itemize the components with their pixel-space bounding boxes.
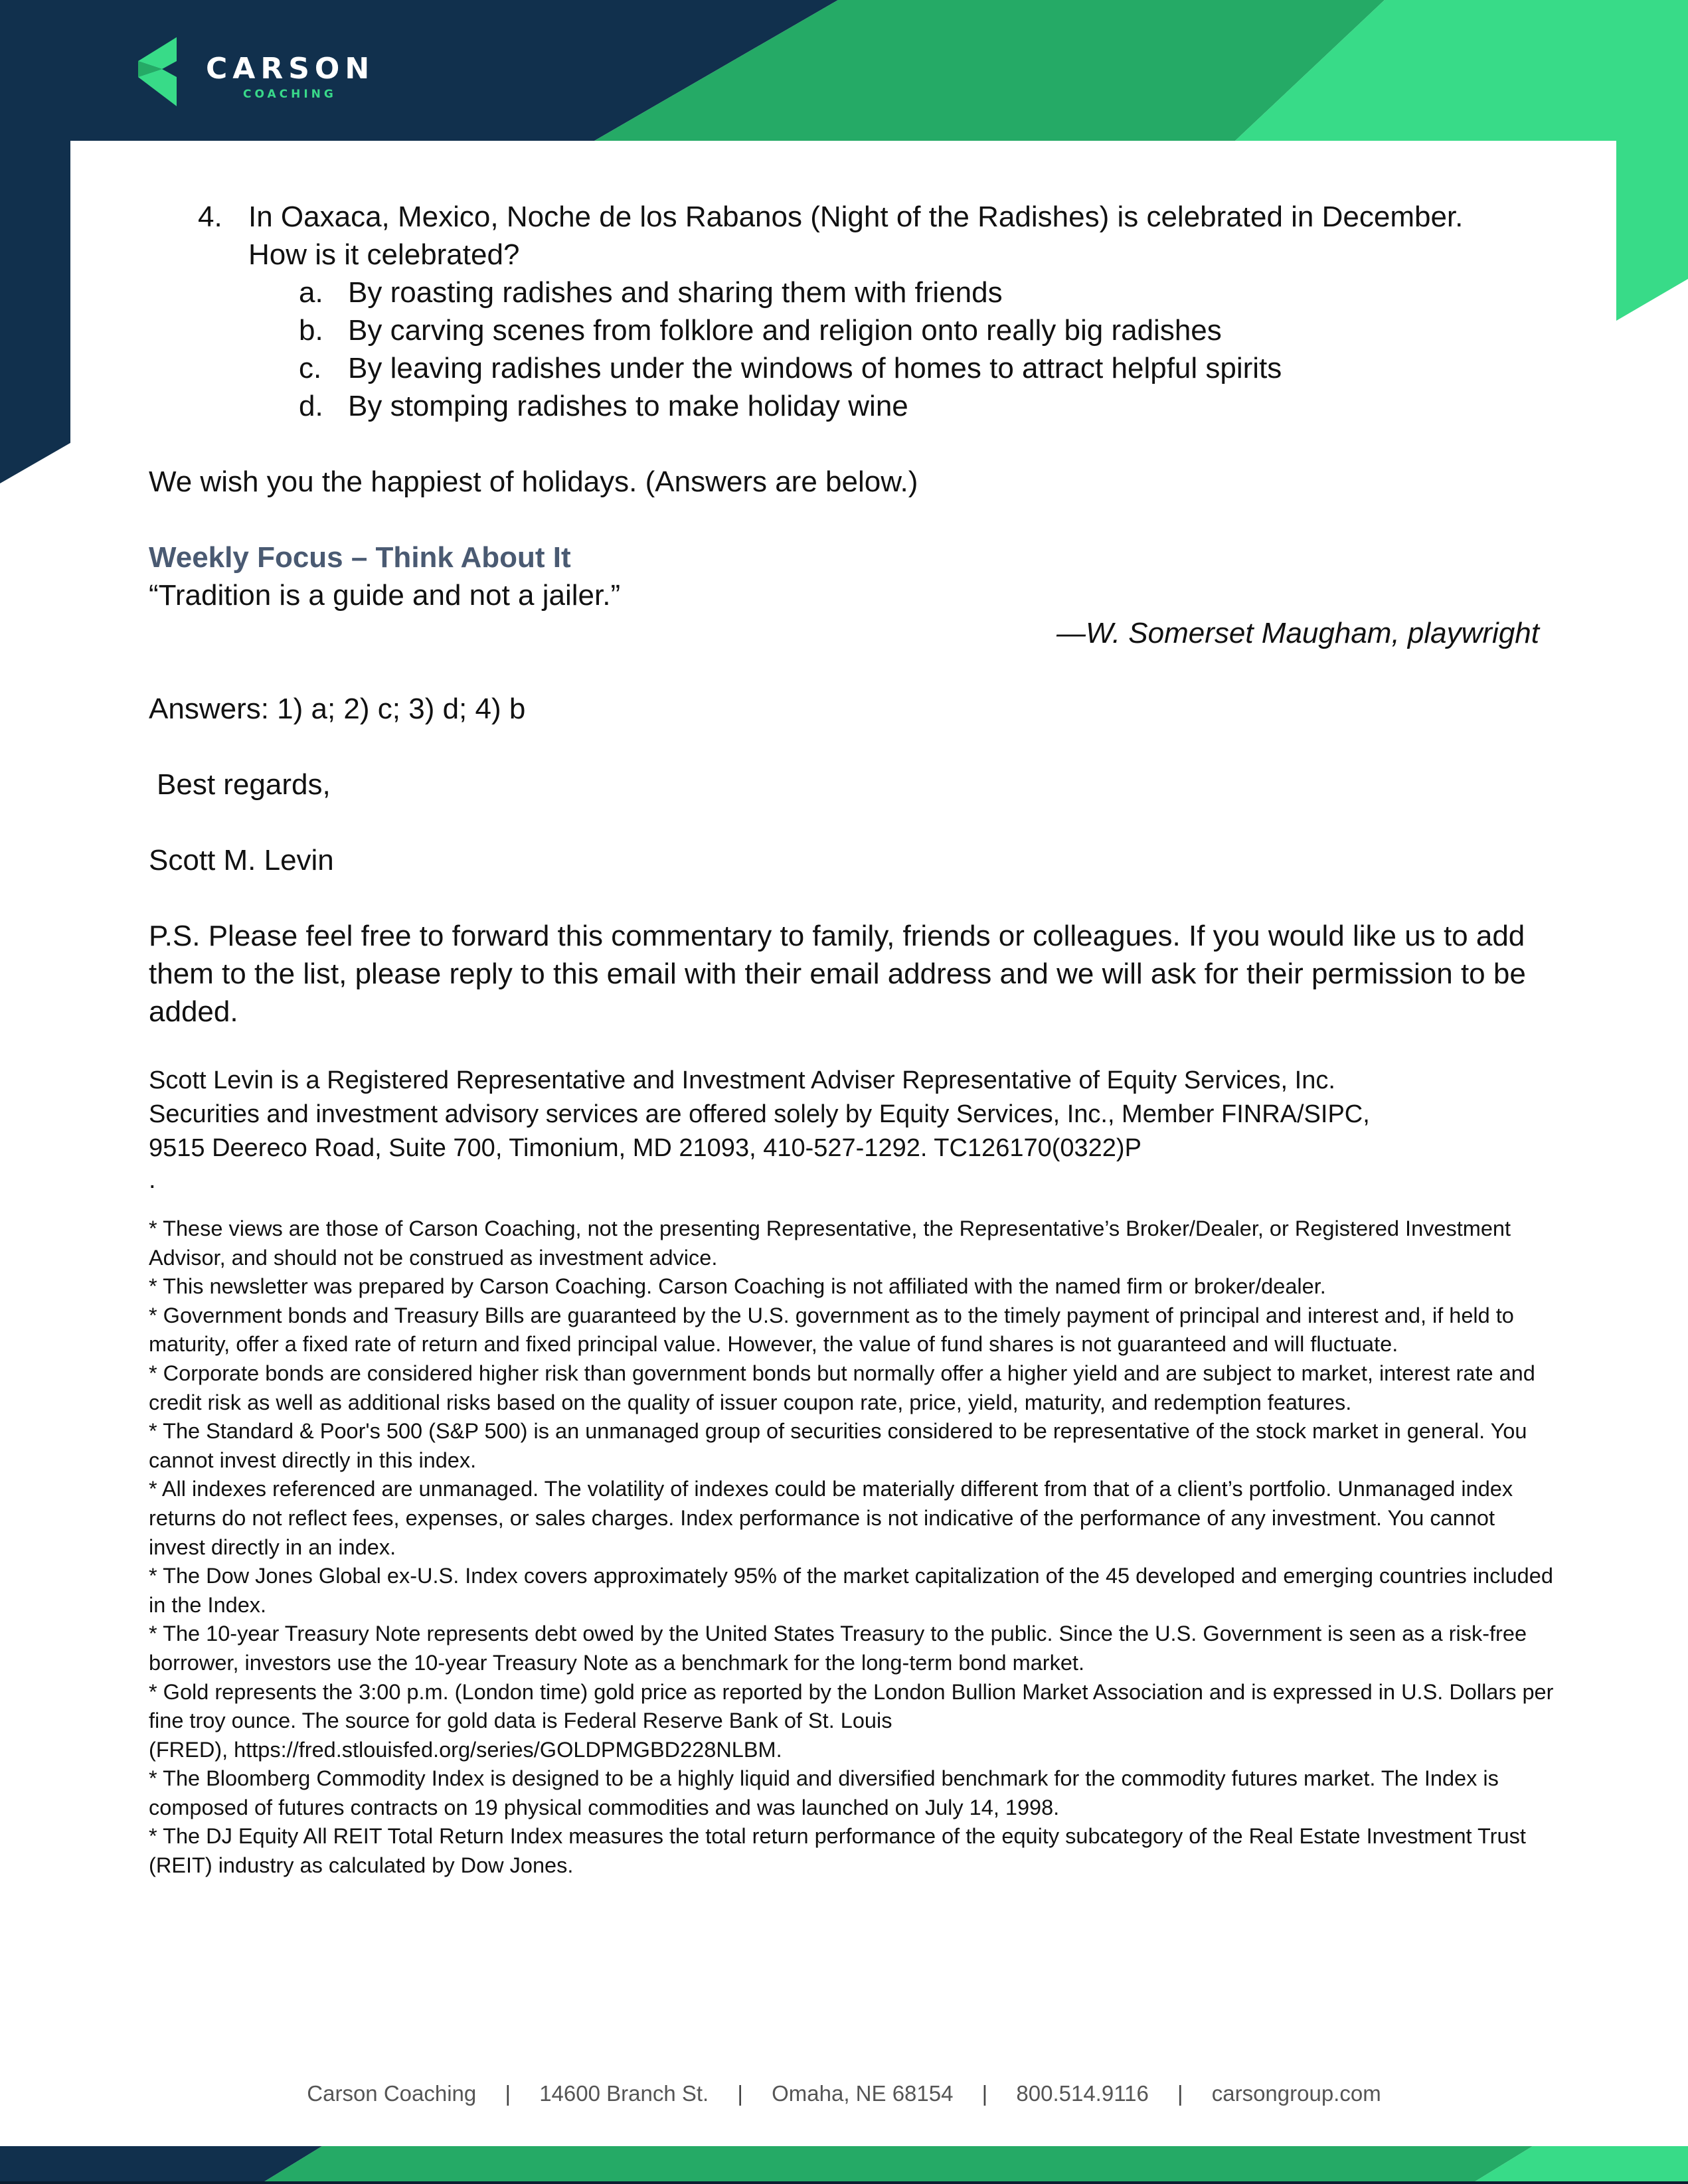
disclosure-item: * Government bonds and Treasury Bills are guaranteed by the U.S. government as to the timely payment of principal and interest and, if held to maturity, offer a fixed rate of return and fixed principal value. However, the value of fund shares is not guaranteed and will fluctuate. bbox=[149, 1303, 1514, 1357]
disclosure-item: * The 10-year Treasury Note represents debt owed by the United States Treasury to the public. Since the U.S. Government is seen as a risk-free borrower, investors use the 10-year Treasury Note as a benchmark for the long-term bond market. bbox=[149, 1622, 1527, 1675]
footer-dark-green-shape bbox=[260, 2146, 1533, 2184]
page-footer bbox=[0, 2077, 1688, 2110]
question-text-2: How is it celebrated? bbox=[248, 238, 520, 271]
disclosure-item: * The Standard & Poor's 500 (S&P 500) is an unmanaged group of securities considered to be representative of the stock market in general. You cannot invest directly in this index. bbox=[149, 1419, 1527, 1472]
carson-coaching-logo bbox=[138, 37, 404, 106]
disclosure-item: * The DJ Equity All REIT Total Return Index measures the total return performance of the equity subcategory of the Real Estate Investment Trust (REIT) industry as calculated by Dow Jones. bbox=[149, 1824, 1526, 1878]
answer-option bbox=[149, 311, 1550, 349]
newsletter-content bbox=[149, 198, 1554, 1881]
closing: Best regards, bbox=[157, 768, 331, 801]
answer-option bbox=[149, 274, 1550, 311]
question-text-1: In Oaxaca, Mexico, Noche de los Rabanos (Night of the Radishes) is celebrated in December. bbox=[248, 201, 1464, 233]
footer-separator: | bbox=[1177, 2081, 1183, 2106]
answer-option bbox=[149, 387, 1550, 425]
footer-separator: | bbox=[505, 2081, 511, 2106]
option-letter: a. bbox=[299, 276, 323, 309]
footer-bottom-line bbox=[0, 2181, 1688, 2184]
logo-subtitle: COACHING bbox=[243, 88, 337, 101]
representative-disclosure bbox=[149, 1064, 1550, 1195]
footer-street: 14600 Branch St. bbox=[539, 2081, 709, 2106]
quiz-question bbox=[149, 198, 1550, 425]
disclosures bbox=[149, 1215, 1554, 1881]
footer-separator: | bbox=[981, 2081, 988, 2106]
weekly-focus bbox=[149, 539, 1550, 652]
disclosure-item: * This newsletter was prepared by Carson Coaching. Carson Coaching is not affiliated with the named firm or broker/dealer. bbox=[149, 1274, 1326, 1299]
option-text: By carving scenes from folklore and religion onto really big radishes bbox=[348, 314, 1222, 347]
disclosure-item: (FRED), https://fred.stlouisfed.org/series/GOLDPMGBD228NLBM. bbox=[149, 1737, 782, 1762]
quiz-answers: Answers: 1) a; 2) c; 3) d; 4) b bbox=[149, 693, 526, 725]
rep-line-1: Scott Levin is a Registered Representative and Investment Adviser Representative of Equity Services, Inc. bbox=[149, 1066, 1335, 1094]
weekly-focus-quote: “Tradition is a guide and not a jailer.” bbox=[149, 579, 621, 612]
rep-line-2: Securities and investment advisory services are offered solely by Equity Services, Inc., Member FINRA/SIPC, bbox=[149, 1100, 1370, 1128]
disclosure-item: * The Bloomberg Commodity Index is designed to be a highly liquid and diversified benchmark for the commodity futures market. The Index is composed of futures contracts on 19 physical commodities and was launched on July 14, 1998. bbox=[149, 1766, 1499, 1819]
question-line-1 bbox=[149, 198, 1550, 236]
question-number: 4. bbox=[198, 201, 222, 233]
option-text: By leaving radishes under the windows of homes to attract helpful spirits bbox=[348, 352, 1282, 384]
weekly-focus-heading: Weekly Focus – Think About It bbox=[149, 541, 571, 574]
option-letter: d. bbox=[299, 390, 323, 422]
logo-chevron-icon bbox=[138, 37, 185, 106]
footer-company: Carson Coaching bbox=[307, 2081, 477, 2106]
footer-separator: | bbox=[737, 2081, 743, 2106]
disclosure-item: * The Dow Jones Global ex-U.S. Index covers approximately 95% of the market capitalization of the 45 developed and emerging countries included in the Index. bbox=[149, 1564, 1553, 1617]
disclosure-item: * Gold represents the 3:00 p.m. (London time) gold price as reported by the London Bullion Market Association and is expressed in U.S. Dollars per fine troy ounce. The source for gold data is Federal Reserve Bank of St. Louis bbox=[149, 1679, 1554, 1733]
rep-trailing: . bbox=[149, 1166, 156, 1194]
rep-line-3: 9515 Deereco Road, Suite 700, Timonium, MD 21093, 410-527-1292. TC126170(0322)P bbox=[149, 1134, 1141, 1162]
disclosure-item: * These views are those of Carson Coaching, not the presenting Representative, the Representative’s Broker/Dealer, or Registered Investment Advisor, and should not be construed as investment advice. bbox=[149, 1217, 1511, 1270]
option-letter: c. bbox=[299, 352, 322, 384]
disclosure-item: * Corporate bonds are considered higher risk than government bonds but normally offer a higher yield and are subject to market, interest rate and credit risk as well as additional risks based on the quality of issuer coupon rate, price, yield, maturity, and redemption features. bbox=[149, 1361, 1535, 1414]
option-text: By roasting radishes and sharing them with friends bbox=[348, 276, 1003, 309]
logo-wordmark: CARSON bbox=[206, 52, 375, 86]
quote-attribution: —W. Somerset Maugham, playwright bbox=[1056, 617, 1539, 649]
footer-phone: 800.514.9116 bbox=[1016, 2081, 1149, 2106]
signature: Scott M. Levin bbox=[149, 844, 334, 877]
disclosure-item: * All indexes referenced are unmanaged. The volatility of indexes could be materially different from that of a client’s portfolio. Unmanaged index returns do not reflect fees, expenses, or sales charges. Index performance is not indicative of the performance of any investment. You cannot invest directly in an index. bbox=[149, 1477, 1513, 1559]
option-text: By stomping radishes to make holiday wine bbox=[348, 390, 908, 422]
question-line-2 bbox=[149, 236, 1550, 274]
footer-city: Omaha, NE 68154 bbox=[772, 2081, 954, 2106]
postscript: P.S. Please feel free to forward this commentary to family, friends or colleagues. If you would like us to add them to the list, please reply to this email with their email address and we will ask for their permission to be added. bbox=[149, 920, 1526, 1028]
holiday-wish: We wish you the happiest of holidays. (Answers are below.) bbox=[149, 465, 918, 498]
answer-option bbox=[149, 349, 1550, 387]
footer-website[interactable]: carsongroup.com bbox=[1211, 2081, 1381, 2106]
option-letter: b. bbox=[299, 314, 323, 347]
